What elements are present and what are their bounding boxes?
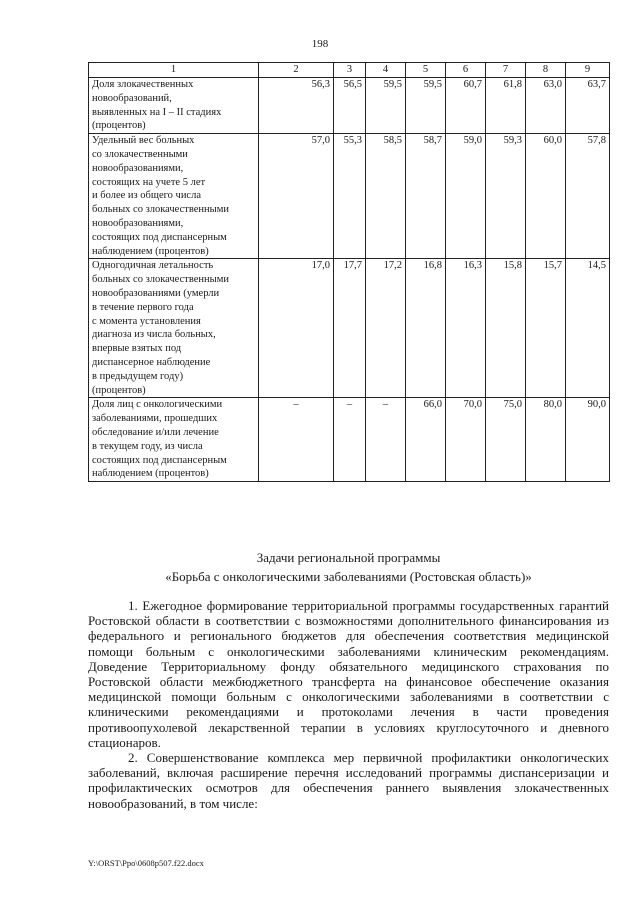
table-cell: 59,0 — [446, 134, 486, 259]
table-cell: 58,5 — [366, 134, 406, 259]
indicator-label-line: заболеваниями, прошедших — [92, 413, 218, 425]
indicator-label-line: впервые взятых под — [92, 343, 182, 355]
indicator-label-line: новообразований, — [92, 92, 172, 104]
table-cell: 70,0 — [446, 398, 486, 482]
table-cell: 17,7 — [334, 259, 366, 398]
indicator-label-line: состоящих под диспансерным — [92, 454, 227, 466]
table-cell: 61,8 — [486, 78, 526, 134]
file-path-footer: Y:\ORST\Ppo\0608p507.f22.docx — [88, 858, 204, 868]
indicator-label-line: в предыдущем году) — [92, 370, 184, 382]
indicator-label-line: новообразованиями, — [92, 162, 184, 174]
table-cell: 58,7 — [406, 134, 446, 259]
paragraph-2: 2. Совершенствование комплекса мер первичной профилактики онкологических заболеваний, включая расширение перечня исследований программы диспансеризации и профилактических осмотров для обеспечения раннего выявления злокачественных новообразований, в том числе: — [88, 750, 609, 811]
indicator-label-line: (процентов) — [92, 120, 146, 132]
table-cell: – — [366, 398, 406, 482]
table-row — [89, 259, 610, 398]
table-cell: 57,0 — [259, 134, 334, 259]
indicator-label — [89, 78, 259, 134]
indicator-label-line: с момента установления — [92, 315, 201, 327]
column-header: 2 — [259, 63, 334, 78]
indicator-label-line: наблюдением (процентов) — [92, 468, 209, 480]
indicator-label — [89, 134, 259, 259]
indicators-table — [88, 62, 610, 482]
indicator-label-line: Доля злокачественных — [92, 79, 194, 90]
table-cell: 63,7 — [566, 78, 610, 134]
table-row — [89, 398, 610, 482]
table-row — [89, 78, 610, 134]
table-cell: 16,8 — [406, 259, 446, 398]
table-cell: 59,3 — [486, 134, 526, 259]
column-header: 5 — [406, 63, 446, 78]
indicator-label — [89, 259, 259, 398]
table-cell: 14,5 — [566, 259, 610, 398]
body-text — [88, 598, 609, 811]
table-cell: 17,2 — [366, 259, 406, 398]
indicator-label-line: обследование и/или лечение — [92, 426, 219, 438]
column-header: 8 — [526, 63, 566, 78]
page-number: 198 — [311, 38, 329, 50]
table-cell: 59,5 — [406, 78, 446, 134]
table-cell: 57,8 — [566, 134, 610, 259]
column-header: 3 — [334, 63, 366, 78]
table-cell: 16,3 — [446, 259, 486, 398]
table-cell: 17,0 — [259, 259, 334, 398]
indicator-label-line: новообразованиями (умерли — [92, 287, 220, 299]
table-cell: 15,7 — [526, 259, 566, 398]
table-cell: 56,3 — [259, 78, 334, 134]
indicator-label-line: Доля лиц с онкологическими — [92, 399, 223, 411]
indicator-label-line: в текущем году, из числа — [92, 440, 203, 452]
indicator-label-line: (процентов) — [92, 384, 146, 396]
table-cell: 56,5 — [334, 78, 366, 134]
table-cell: 60,0 — [526, 134, 566, 259]
table-cell: 15,8 — [486, 259, 526, 398]
indicator-label — [89, 398, 259, 482]
indicator-label-line: больных со злокачественными — [92, 204, 229, 216]
table-cell: 75,0 — [486, 398, 526, 482]
heading-line-1: Задачи региональной программы — [256, 550, 441, 565]
section-heading — [88, 548, 609, 586]
paragraph-1: 1. Ежегодное формирование территориальной программы государственных гарантий Ростовской области в соответствии с возможностями дополнительного финансирования из федерального и регионального бюджетов для обеспечения соответствия медицинской помощи больным с онкологическими заболеваниями клиническим рекомендациям. Доведение Территориальному фонду обязательного медицинского страхования по Ростовской области межбюджетного трансферта на финансовое обеспечение оказания медицинской помощи больным с онкологическими заболеваниями в соответствии с клиническими рекомендациями и протоколами лечения в части проведения противоопухолевой лекарственной терапии в условиях круглосуточного и дневного стационаров. — [88, 598, 609, 750]
indicator-label-line: выявленных на I – II стадиях — [92, 106, 222, 118]
table-cell: 80,0 — [526, 398, 566, 482]
indicator-label-line: состоящих на учете 5 лет — [92, 176, 206, 188]
table-row — [89, 134, 610, 259]
table-cell: 59,5 — [366, 78, 406, 134]
indicator-label-line: больных со злокачественными — [92, 274, 229, 286]
indicator-label-line: состоящих под диспансерным — [92, 231, 227, 243]
column-header: 7 — [486, 63, 526, 78]
indicator-label-line: Одногодичная летальность — [92, 260, 214, 272]
column-header: 4 — [366, 63, 406, 78]
indicator-label-line: со злокачественными — [92, 148, 188, 160]
heading-line-2: «Борьба с онкологическими заболеваниями (Ростовская область)» — [165, 569, 532, 584]
indicator-label-line: в течение первого года — [92, 301, 194, 313]
column-header: 1 — [89, 63, 259, 78]
table-cell: 60,7 — [446, 78, 486, 134]
indicator-label-line: диагноза из числа больных, — [92, 329, 216, 341]
table-cell: 90,0 — [566, 398, 610, 482]
column-header: 9 — [566, 63, 610, 78]
column-header: 6 — [446, 63, 486, 78]
indicator-label-line: Удельный вес больных — [92, 135, 195, 147]
table-cell: – — [259, 398, 334, 482]
table-cell: 63,0 — [526, 78, 566, 134]
table-cell: 55,3 — [334, 134, 366, 259]
table-cell: 66,0 — [406, 398, 446, 482]
table-header-row — [89, 63, 610, 78]
indicator-label-line: диспансерное наблюдение — [92, 356, 211, 368]
table-cell: – — [334, 398, 366, 482]
indicator-label-line: и более из общего числа — [92, 190, 201, 202]
indicator-label-line: наблюдением (процентов) — [92, 245, 209, 257]
indicator-label-line: новообразованиями, — [92, 217, 184, 229]
